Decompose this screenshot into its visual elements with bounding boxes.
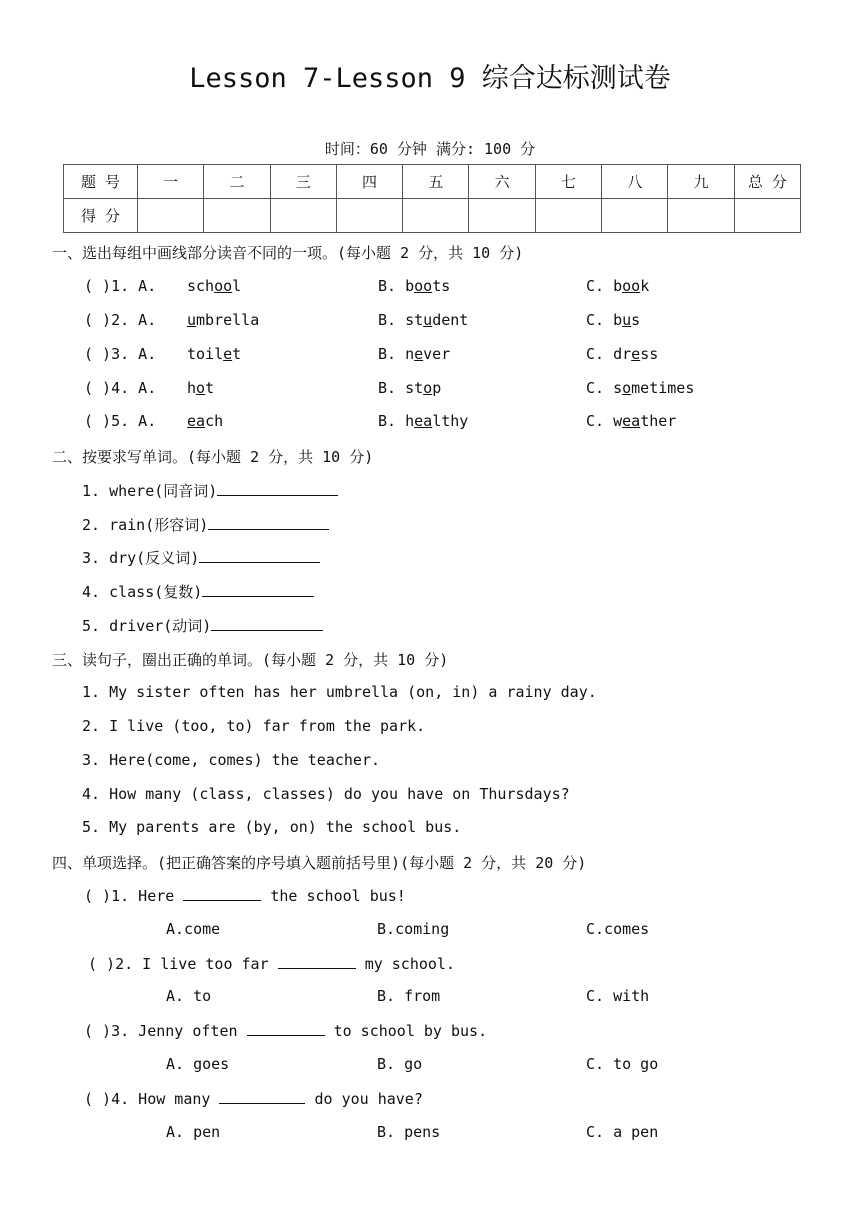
score-input-cell[interactable] (469, 199, 535, 233)
score-header-cell: 八 (602, 165, 668, 199)
option-b: B. student (378, 311, 469, 329)
question-number: ( )4. A. (84, 379, 157, 397)
option-a: A. to (166, 987, 212, 1005)
score-header-cell: 六 (469, 165, 535, 199)
option-b: B. never (378, 345, 451, 363)
answer-blank[interactable] (219, 1089, 305, 1104)
question-number: ( )3. A. (84, 345, 157, 363)
option-c: C.comes (586, 920, 650, 938)
score-input-cell[interactable] (734, 199, 800, 233)
answer-blank[interactable] (208, 515, 329, 530)
score-header-cell: 题 号 (64, 165, 138, 199)
section-3-item: 3. Here(come, comes) the teacher. (82, 751, 381, 769)
page-title: Lesson 7-Lesson 9 综合达标测试卷 (189, 63, 671, 94)
section-4-heading: 四、单项选择。(把正确答案的序号填入题前括号里)(每小题 2 分，共 20 分) (52, 854, 587, 872)
answer-blank[interactable] (183, 886, 261, 901)
section-2-item: 2. rain(形容词) (82, 514, 329, 535)
score-value-row (64, 199, 801, 233)
section-3-item: 4. How many (class, classes) do you have on Thursdays? (82, 785, 570, 803)
section-2-heading: 二、按要求写单词。(每小题 2 分，共 10 分) (52, 448, 374, 466)
option-b: B. pens (377, 1123, 441, 1141)
section-3-heading: 三、读句子，圈出正确的单词。(每小题 2 分，共 10 分) (52, 651, 449, 669)
option-c: C. book (586, 277, 650, 295)
option-a: A. pen (166, 1123, 221, 1141)
answer-blank[interactable] (278, 954, 356, 969)
section-2-item: 5. driver(动词) (82, 615, 323, 636)
answer-blank[interactable] (199, 548, 320, 563)
score-input-cell[interactable] (535, 199, 601, 233)
option-b: B.coming (377, 920, 450, 938)
option-b: B. go (377, 1055, 423, 1073)
score-row-label: 得 分 (64, 199, 138, 233)
option-a: A. goes (166, 1055, 230, 1073)
question-number: ( )5. A. (84, 412, 157, 430)
score-input-cell[interactable] (668, 199, 734, 233)
section-2-item: 4. class(复数) (82, 581, 314, 602)
score-input-cell[interactable] (602, 199, 668, 233)
answer-blank[interactable] (217, 481, 338, 496)
question-number: ( )2. A. (84, 311, 157, 329)
question-stem: ( )3. Jenny often to school by bus. (84, 1022, 488, 1040)
option-c: C. with (586, 987, 650, 1005)
score-header-cell: 总 分 (734, 165, 800, 199)
score-header-cell: 四 (336, 165, 402, 199)
section-3-item: 5. My parents are (by, on) the school bus. (82, 818, 462, 836)
option-c: C. weather (586, 412, 677, 430)
score-header-cell: 九 (668, 165, 734, 199)
score-input-cell[interactable] (403, 199, 469, 233)
section-2-item: 1. where(同音词) (82, 480, 338, 501)
score-input-cell[interactable] (336, 199, 402, 233)
section-3-item: 2. I live (too, to) far from the park. (82, 717, 426, 735)
score-header-cell: 三 (270, 165, 336, 199)
exam-meta: 时间：60 分钟 满分: 100 分 (324, 140, 536, 158)
option-a: toilet (187, 345, 242, 363)
score-header-cell: 二 (204, 165, 270, 199)
answer-blank[interactable] (202, 582, 314, 597)
option-c: C. dress (586, 345, 659, 363)
score-header-row (64, 165, 801, 199)
option-b: B. healthy (378, 412, 469, 430)
question-stem: ( )4. How many do you have? (84, 1090, 423, 1108)
answer-blank[interactable] (247, 1021, 325, 1036)
score-input-cell[interactable] (270, 199, 336, 233)
option-c: C. a pen (586, 1123, 659, 1141)
question-stem: ( )2. I live too far my school. (88, 955, 455, 973)
option-c: C. bus (586, 311, 641, 329)
question-number: ( )1. A. (84, 277, 157, 295)
option-a: each (187, 412, 224, 430)
score-header-cell: 五 (403, 165, 469, 199)
option-a: A.come (166, 920, 221, 938)
section-2-item: 3. dry(反义词) (82, 547, 320, 568)
option-b: B. stop (378, 379, 442, 397)
score-input-cell[interactable] (204, 199, 270, 233)
option-b: B. boots (378, 277, 451, 295)
score-header-cell: 七 (535, 165, 601, 199)
option-b: B. from (377, 987, 441, 1005)
option-a: umbrella (187, 311, 260, 329)
score-input-cell[interactable] (138, 199, 204, 233)
option-a: school (187, 277, 242, 295)
score-table (63, 164, 801, 233)
score-header-cell: 一 (138, 165, 204, 199)
question-stem: ( )1. Here the school bus! (84, 887, 406, 905)
answer-blank[interactable] (211, 616, 323, 631)
option-c: C. sometimes (586, 379, 695, 397)
option-c: C. to go (586, 1055, 659, 1073)
section-3-item: 1. My sister often has her umbrella (on, in) a rainy day. (82, 683, 597, 701)
section-1-heading: 一、选出每组中画线部分读音不同的一项。(每小题 2 分，共 10 分) (52, 244, 524, 262)
option-a: hot (187, 379, 215, 397)
